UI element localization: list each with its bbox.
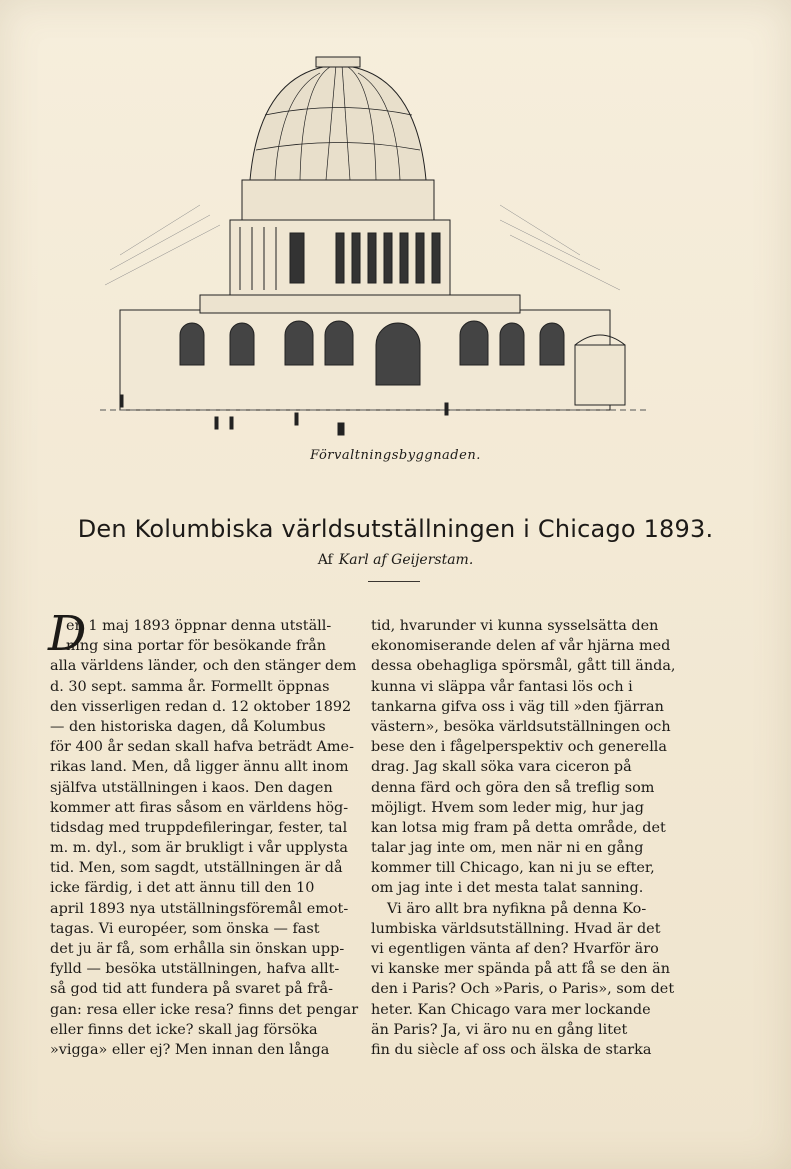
text-line: den i Paris? Och »Paris, o Paris», som det bbox=[371, 981, 675, 998]
byline-prefix: Af bbox=[317, 552, 333, 568]
text-line: tidsdag med truppdefileringar, fester, tal bbox=[50, 819, 348, 836]
left-column bbox=[50, 616, 362, 1060]
text-line: än Paris? Ja, vi äro nu en gång litet bbox=[371, 1021, 628, 1038]
text-line: möjligt. Hvem som leder mig, hur jag bbox=[371, 799, 644, 816]
text-line: m. m. dyl., som är brukligt i vår upplysta bbox=[50, 840, 348, 857]
text-line: heter. Kan Chicago vara mer lockande bbox=[371, 1001, 651, 1018]
article-title: Den Kolumbiska världsutställningen i Chicago 1893. bbox=[77, 515, 714, 543]
title-divider bbox=[368, 581, 420, 582]
text-line: tid, hvarunder vi kunna sysselsätta den bbox=[371, 618, 659, 634]
text-line: om jag inte i det mesta talat sanning. bbox=[371, 880, 644, 897]
text-line: Vi äro allt bra nyfikna på denna Ko- bbox=[387, 900, 647, 917]
text-line: en 1 maj 1893 öppnar denna utställ- bbox=[66, 618, 332, 634]
text-line: tankarna gifva oss i väg till »den fjärran bbox=[371, 698, 664, 715]
text-line: vi kanske mer spända på att få se den än bbox=[371, 961, 670, 978]
text-line: västern», besöka världsutställningen och bbox=[371, 718, 671, 735]
author-name: Karl af Geijerstam. bbox=[338, 552, 474, 568]
text-line: tagas. Vi européer, som önska — fast bbox=[50, 920, 320, 937]
illustration-caption: Förvaltningsbyggnaden. bbox=[310, 448, 481, 463]
text-line: själfva utställningen i kaos. Den dagen bbox=[50, 779, 333, 796]
administration-building-illustration bbox=[80, 55, 660, 440]
text-line: kunna vi släppa vår fantasi lös och i bbox=[371, 678, 633, 695]
text-line: kommer till Chicago, kan ni ju se efter, bbox=[371, 860, 655, 877]
drop-cap: D bbox=[48, 606, 87, 662]
text-line: talar jag inte om, men när ni en gång bbox=[371, 840, 644, 857]
text-line: icke färdig, i det att ännu till den 10 bbox=[50, 880, 315, 897]
text-line: fin du siècle af oss och älska de starka bbox=[371, 1041, 652, 1058]
text-line: gan: resa eller icke resa? finns det pengar bbox=[50, 1001, 359, 1018]
text-line: april 1893 nya utställningsföremål emot- bbox=[50, 900, 349, 917]
text-line: denna färd och göra den så treflig som bbox=[371, 779, 655, 796]
text-line: den visserligen redan d. 12 oktober 1892 bbox=[50, 698, 352, 715]
text-line: tid. Men, som sagdt, utställningen är då bbox=[50, 860, 343, 877]
text-line: d. 30 sept. samma år. Formellt öppnas bbox=[50, 678, 330, 695]
text-line: »vigga» eller ej? Men innan den långa bbox=[50, 1041, 330, 1058]
right-column bbox=[371, 616, 681, 1060]
text-line: kommer att firas såsom en världens hög- bbox=[50, 799, 349, 816]
text-line: rikas land. Men, då ligger ännu allt inom bbox=[50, 759, 349, 776]
text-line: dessa obehagliga spörsmål, gått till ända, bbox=[371, 658, 676, 675]
text-line: — den historiska dagen, då Kolumbus bbox=[50, 718, 326, 735]
text-line: eller finns det icke? skall jag försöka bbox=[50, 1021, 318, 1038]
byline bbox=[0, 552, 791, 568]
text-line: bese den i fågelperspektiv och generella bbox=[371, 739, 667, 756]
text-line: ning sina portar för besökande från bbox=[66, 638, 327, 655]
text-line: drag. Jag skall söka vara ciceron på bbox=[371, 759, 632, 776]
text-line: ekonomiserande delen af vår hjärna med bbox=[371, 638, 671, 655]
text-line: lumbiska världsutställning. Hvad är det bbox=[371, 920, 661, 937]
text-line: vi egentligen vänta af den? Hvarför äro bbox=[371, 941, 659, 957]
text-line: kan lotsa mig fram på detta område, det bbox=[371, 819, 666, 836]
text-line: det ju är få, som erhålla sin önskan upp- bbox=[50, 941, 345, 957]
text-line: så god tid att fundera på svaret på frå- bbox=[50, 981, 333, 998]
text-line: alla världens länder, och den stänger dem bbox=[50, 658, 357, 675]
text-line: fylld — besöka utställningen, hafva allt- bbox=[50, 961, 340, 978]
text-line: för 400 år sedan skall hafva beträdt Ame- bbox=[50, 739, 354, 756]
